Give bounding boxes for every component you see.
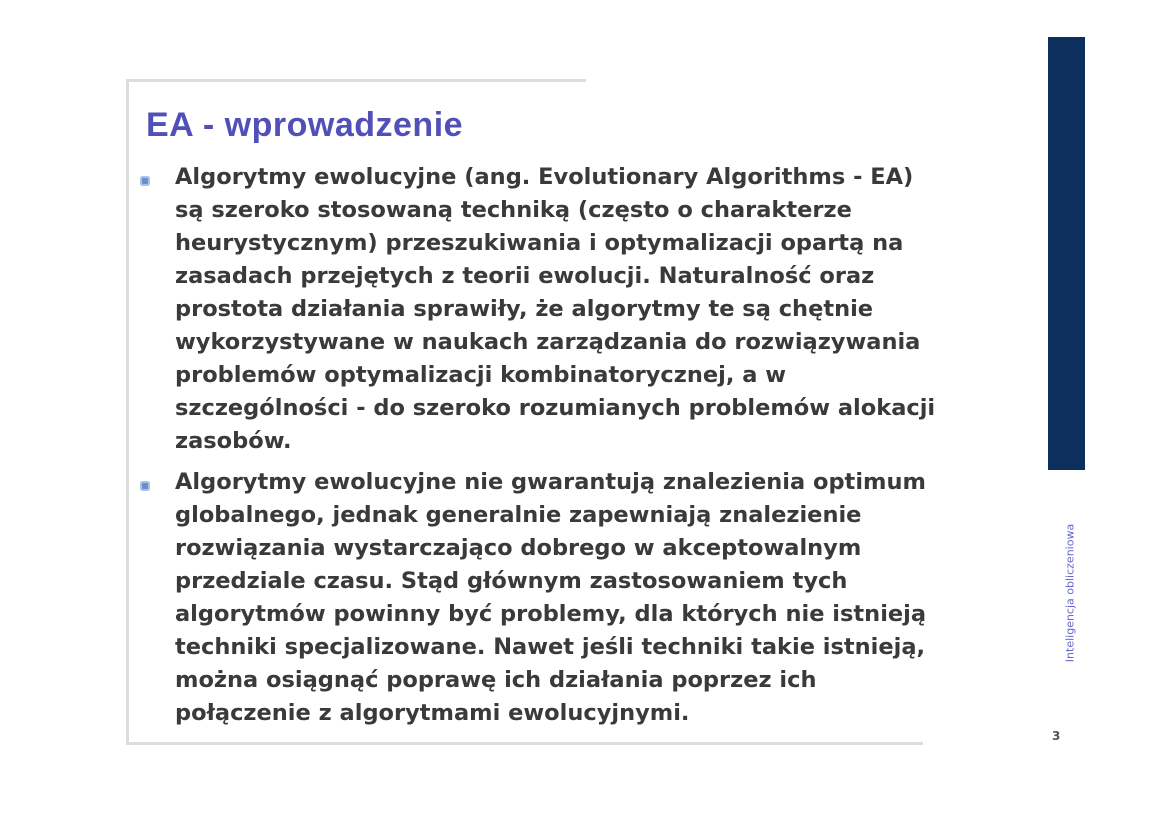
- text-line: wykorzystywane w naukach zarządzania do rozwiązywania: [175, 329, 921, 355]
- slide-title: EA - wprowadzenie: [146, 106, 464, 144]
- text-line: można osiągnąć poprawę ich działania poprzez ich: [175, 667, 817, 693]
- text-line: algorytmów powinny być problemy, dla których nie istnieją: [175, 601, 927, 627]
- text-line: prostota działania sprawiły, że algorytmy te są chętnie: [175, 296, 874, 322]
- text-line: szczególności - do szeroko rozumianych problemów alokacji: [175, 395, 936, 421]
- slide-frame-left: [126, 79, 129, 745]
- bullet-paragraph-1: [175, 161, 935, 458]
- bullet-paragraph-2: [175, 466, 926, 730]
- text-line: Algorytmy ewolucyjne nie gwarantują znalezienia optimum: [175, 469, 926, 495]
- bullet-icon: [140, 176, 150, 186]
- text-line: Algorytmy ewolucyjne (ang. Evolutionary Algorithms - EA): [175, 164, 914, 190]
- text-line: są szeroko stosowaną techniką (często o charakterze: [175, 197, 852, 223]
- sidebar-accent-bar: [1048, 37, 1085, 470]
- text-line: rozwiązania wystarczająco dobrego w akceptowalnym: [175, 535, 862, 561]
- text-line: zasobów.: [175, 428, 292, 454]
- bullet-icon: [140, 481, 150, 491]
- side-label-text: Inteligencja obliczeniowa: [1063, 523, 1077, 662]
- text-line: techniki specjalizowane. Nawet jeśli techniki takie istnieją,: [175, 634, 926, 660]
- text-line: przedziale czasu. Stąd głównym zastosowaniem tych: [175, 568, 848, 594]
- page-number: 3: [1052, 729, 1061, 743]
- text-line: połączenie z algorytmami ewolucyjnymi.: [175, 700, 690, 726]
- text-line: problemów optymalizacji kombinatorycznej, a w: [175, 362, 787, 388]
- text-line: globalnego, jednak generalnie zapewniają znalezienie: [175, 502, 862, 528]
- side-label: [1063, 485, 1077, 700]
- text-line: zasadach przejętych z teorii ewolucji. Naturalność oraz: [175, 263, 875, 289]
- slide-frame-top: [126, 79, 586, 82]
- slide-frame-bottom: [126, 742, 923, 745]
- text-line: heurystycznym) przeszukiwania i optymalizacji opartą na: [175, 230, 904, 256]
